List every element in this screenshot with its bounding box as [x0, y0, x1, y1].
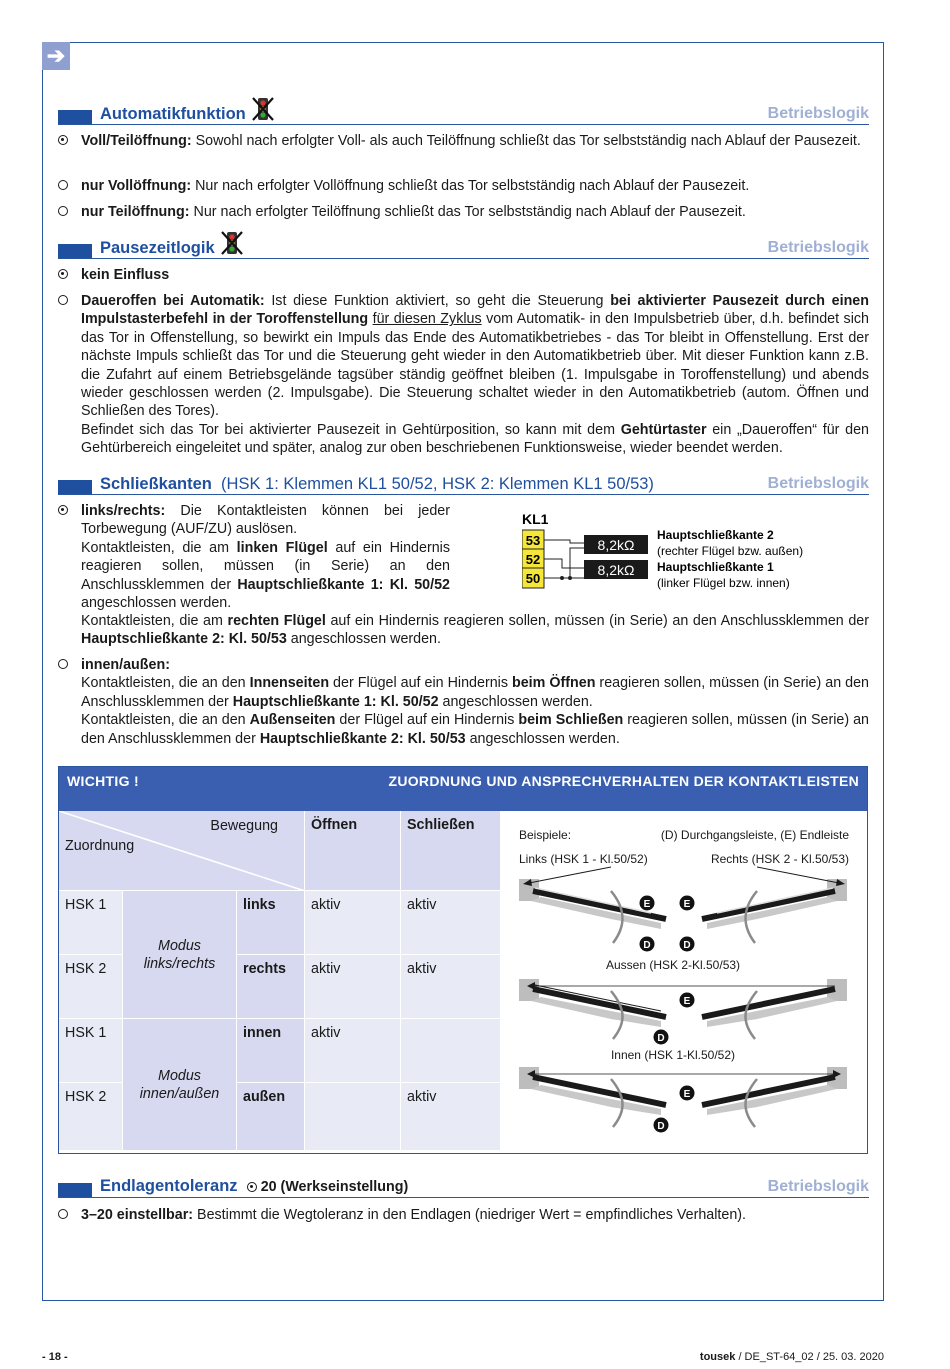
svg-text:D: D — [683, 940, 691, 951]
col-oeffnen: Öffnen — [305, 811, 401, 891]
option-innen-aussen: innen/außen: Kontaktleisten, die an den Innenseiten der Flügel auf ein Hindernis beim Öffnen reagieren sollen, müssen (in Serie) an den Anschlussklemmen der Hauptschließkante 1: Kl. 50/52 angeschlossen werden. Kontaktleisten, die an den Außenseiten der Flügel auf ein Hindernis beim Schließen reagieren sollen, müssen (in Serie) an den Anschlussklemmen der Hauptschließkante 2: Kl. 50/53 angeschlossen werden. — [81, 657, 869, 747]
table-cell-close — [401, 1019, 501, 1083]
table-corner-cell — [59, 811, 305, 891]
svg-text:D: D — [657, 1033, 665, 1044]
section-bar — [58, 110, 92, 124]
svg-text:D: D — [643, 940, 651, 951]
section-logic-label: Betriebslogik — [767, 104, 869, 122]
terminal-50: 50 — [525, 571, 541, 586]
section-header-schliesskanten — [58, 473, 869, 495]
radio-selected-icon — [58, 504, 72, 518]
option-voll-teiloeffnung: Voll/Teilöffnung: Sowohl nach erfolgter Voll- als auch Teilöffnung schließt das Tor selbstständig nach Ablauf der Pausezeit. — [81, 133, 861, 149]
section-bar — [58, 480, 92, 494]
hsk2-label: Hauptschließkante 2 — [657, 528, 774, 542]
table-row-side: links — [237, 891, 305, 955]
section-bar — [58, 1183, 92, 1197]
mode-innen-aussen: Modus innen/außen — [123, 1019, 237, 1151]
svg-text:E: E — [683, 899, 691, 910]
table-row-hsk: HSK 2 — [59, 1083, 123, 1151]
mode-links-rechts: Modus links/rechts — [123, 891, 237, 1019]
section-title: Automatikfunktion — [100, 97, 274, 123]
assignment-table — [58, 766, 868, 1154]
option-nur-teiloeffnung: nur Teilöffnung: Nur nach erfolgter Teilöffnung schließt das Tor selbstständig nach Ablauf der Pausezeit. — [81, 204, 746, 220]
radio-selected-icon — [58, 134, 72, 148]
table-row-hsk: HSK 1 — [59, 1019, 123, 1083]
badge-d-icon — [654, 1030, 669, 1045]
option-einstellbar: 3–20 einstellbar: Bestimmt die Wegtoleranz in den Endlagen (niedriger Wert = empfindliches Verhalten). — [81, 1207, 747, 1223]
page-number: - 18 - — [42, 1351, 68, 1363]
kl1-wiring-diagram — [522, 510, 822, 600]
section-logic-label: Betriebslogik — [767, 238, 869, 256]
option-links-rechts-cont: Kontaktleisten, die am rechten Flügel auf ein Hindernis reagieren sollen, müssen (in Serie) an den Anschlussklemmen der Hauptschließkante 2: Kl. 50/53 angeschlossen werden. — [81, 613, 869, 648]
svg-text:D: D — [657, 1121, 665, 1132]
terminal-53: 53 — [525, 533, 541, 548]
section-logic-label: Betriebslogik — [767, 1177, 869, 1195]
section-bar — [58, 244, 92, 258]
table-row-side: rechts — [237, 955, 305, 1019]
badge-d-icon — [654, 1118, 669, 1133]
examples-label: Beispiele: — [519, 828, 572, 842]
radio-icon — [58, 179, 72, 193]
terminal-52: 52 — [525, 552, 541, 567]
example-rechts-label: Rechts (HSK 2 - Kl.50/53) — [710, 852, 849, 866]
section-logic-label: Betriebslogik — [767, 474, 869, 492]
hsk1-label: Hauptschließkante 1 — [657, 560, 774, 574]
table-cell-close: aktiv — [401, 1083, 501, 1151]
table-row-side: innen — [237, 1019, 305, 1083]
table-row-hsk: HSK 1 — [59, 891, 123, 955]
badge-e-icon — [680, 896, 695, 911]
resistor-1: 8,2kΩ — [597, 537, 635, 553]
table-row-side: außen — [237, 1083, 305, 1151]
table-header-right: ZUORDNUNG UND ANSPRECHVERHALTEN DER KONTAKTLEISTEN — [388, 773, 859, 789]
table-row-hsk: HSK 2 — [59, 955, 123, 1019]
example-links-label: Links (HSK 1 - Kl.50/52) — [519, 852, 648, 866]
section-header-pausezeit — [58, 237, 869, 259]
examples-panel — [501, 811, 867, 1151]
svg-text:E: E — [683, 996, 691, 1007]
section-title: Pausezeitlogik — [100, 231, 243, 257]
traffic-light-disabled-icon — [252, 97, 274, 121]
radio-icon — [58, 658, 72, 672]
section-title: Endlagentoleranz 20 (Werkseinstellung) — [100, 1176, 409, 1195]
table-cell-open: aktiv — [305, 891, 401, 955]
gate-examples-illustration — [501, 811, 867, 1151]
badge-d-icon — [640, 937, 655, 952]
col-schliessen: Schließen — [401, 811, 501, 891]
badge-e-icon — [640, 896, 655, 911]
gate-example-aussen — [519, 979, 847, 1039]
arrow-right-icon: ➔ — [42, 42, 70, 70]
option-nur-volloeffnung: nur Vollöffnung: Nur nach erfolgter Vollöffnung schließt das Tor selbstständig nach Ablauf der Pausezeit. — [81, 178, 750, 194]
table-header — [59, 767, 867, 811]
hsk1-note: (linker Flügel bzw. innen) — [657, 576, 790, 590]
hsk2-note: (rechter Flügel bzw. außen) — [657, 544, 804, 558]
table-header-left: WICHTIG ! — [67, 773, 139, 789]
table-cell-open: aktiv — [305, 1019, 401, 1083]
badge-e-icon — [680, 1086, 695, 1101]
corner-zuordnung: Zuordnung — [65, 838, 135, 854]
example-aussen-label: Aussen (HSK 2-Kl.50/53) — [605, 958, 741, 972]
example-innen-label: Innen (HSK 1-Kl.50/52) — [610, 1048, 736, 1062]
document-footer: tousek / DE_ST-64_02 / 25. 03. 2020 — [699, 1351, 884, 1363]
badge-e-icon — [680, 993, 695, 1008]
radio-icon — [58, 294, 72, 308]
examples-legend: (D) Durchgangsleiste, (E) Endleiste — [660, 828, 849, 842]
kl1-title: KL1 — [522, 511, 549, 527]
section-title: Schließkanten (HSK 1: Klemmen KL1 50/52, HSK 2: Klemmen KL1 50/53) — [100, 474, 654, 493]
svg-text:E: E — [643, 899, 651, 910]
radio-icon — [58, 1208, 72, 1222]
section-header-automatik — [58, 103, 869, 125]
traffic-light-disabled-icon — [221, 231, 243, 255]
option-links-rechts: links/rechts: Die Kontaktleisten können bei jeder Torbewegung (AUF/ZU) auslösen. Kontaktleisten, die am linken Flügel auf ein Hindernis reagieren sollen, müssen (in Serie) an den Anschlussklemmen der Hauptschließkante 1: Kl. 50/52 angeschlossen werden. — [81, 503, 450, 612]
kl1-schematic — [522, 510, 822, 600]
badge-d-icon — [680, 937, 695, 952]
table-cell-close: aktiv — [401, 955, 501, 1019]
radio-selected-icon — [58, 268, 72, 282]
radio-icon — [58, 205, 72, 219]
option-daueroffen: Daueroffen bei Automatik: Ist diese Funktion aktiviert, so geht die Steuerung bei aktivierter Pausezeit durch einen Impulstasterbefehl in der Toroffenstellung für diesen Zyklus vom Automatik- in den Impulsbetrieb über, d.h. befindet sich das Tor in Offenstellung, so bewirkt ein Impuls das Ende des Automatikbetriebes - das Tor bleibt in Offenstellung. Erst der nächste Impuls schließt das Tor und die Steuerung geht wieder in den Automatikbetrieb über. Mit dieser Funktion kann z.B. die Zufahrt auf einem Betriebsgelände tagsüber ständig geöffnet bleiben (1. Impulsgabe in Toroffenstellung) und abends wieder geschlossen werden (2. Impulsgabe). Die Steuerung schaltet wieder in den Automatikbetrieb (autom. Öffnen und Schließen des Tores). Befindet sich das Tor bei aktivierter Pausezeit in Gehtürposition, so kann mit dem Gehtürtaster ein „Daueroffen“ für den Gehtürbereich eingeleitet und später, analog zur oben beschriebenen Funktionsweise, wieder beendet werden. — [81, 293, 869, 457]
corner-bewegung: Bewegung — [210, 818, 278, 834]
radio-selected-icon — [247, 1182, 257, 1192]
resistor-2: 8,2kΩ — [597, 562, 635, 578]
svg-text:E: E — [683, 1089, 691, 1100]
option-kein-einfluss: kein Einfluss — [81, 267, 170, 283]
table-cell-open: aktiv — [305, 955, 401, 1019]
table-cell-close: aktiv — [401, 891, 501, 955]
section-header-endlage — [58, 1176, 869, 1198]
table-cell-open — [305, 1083, 401, 1151]
